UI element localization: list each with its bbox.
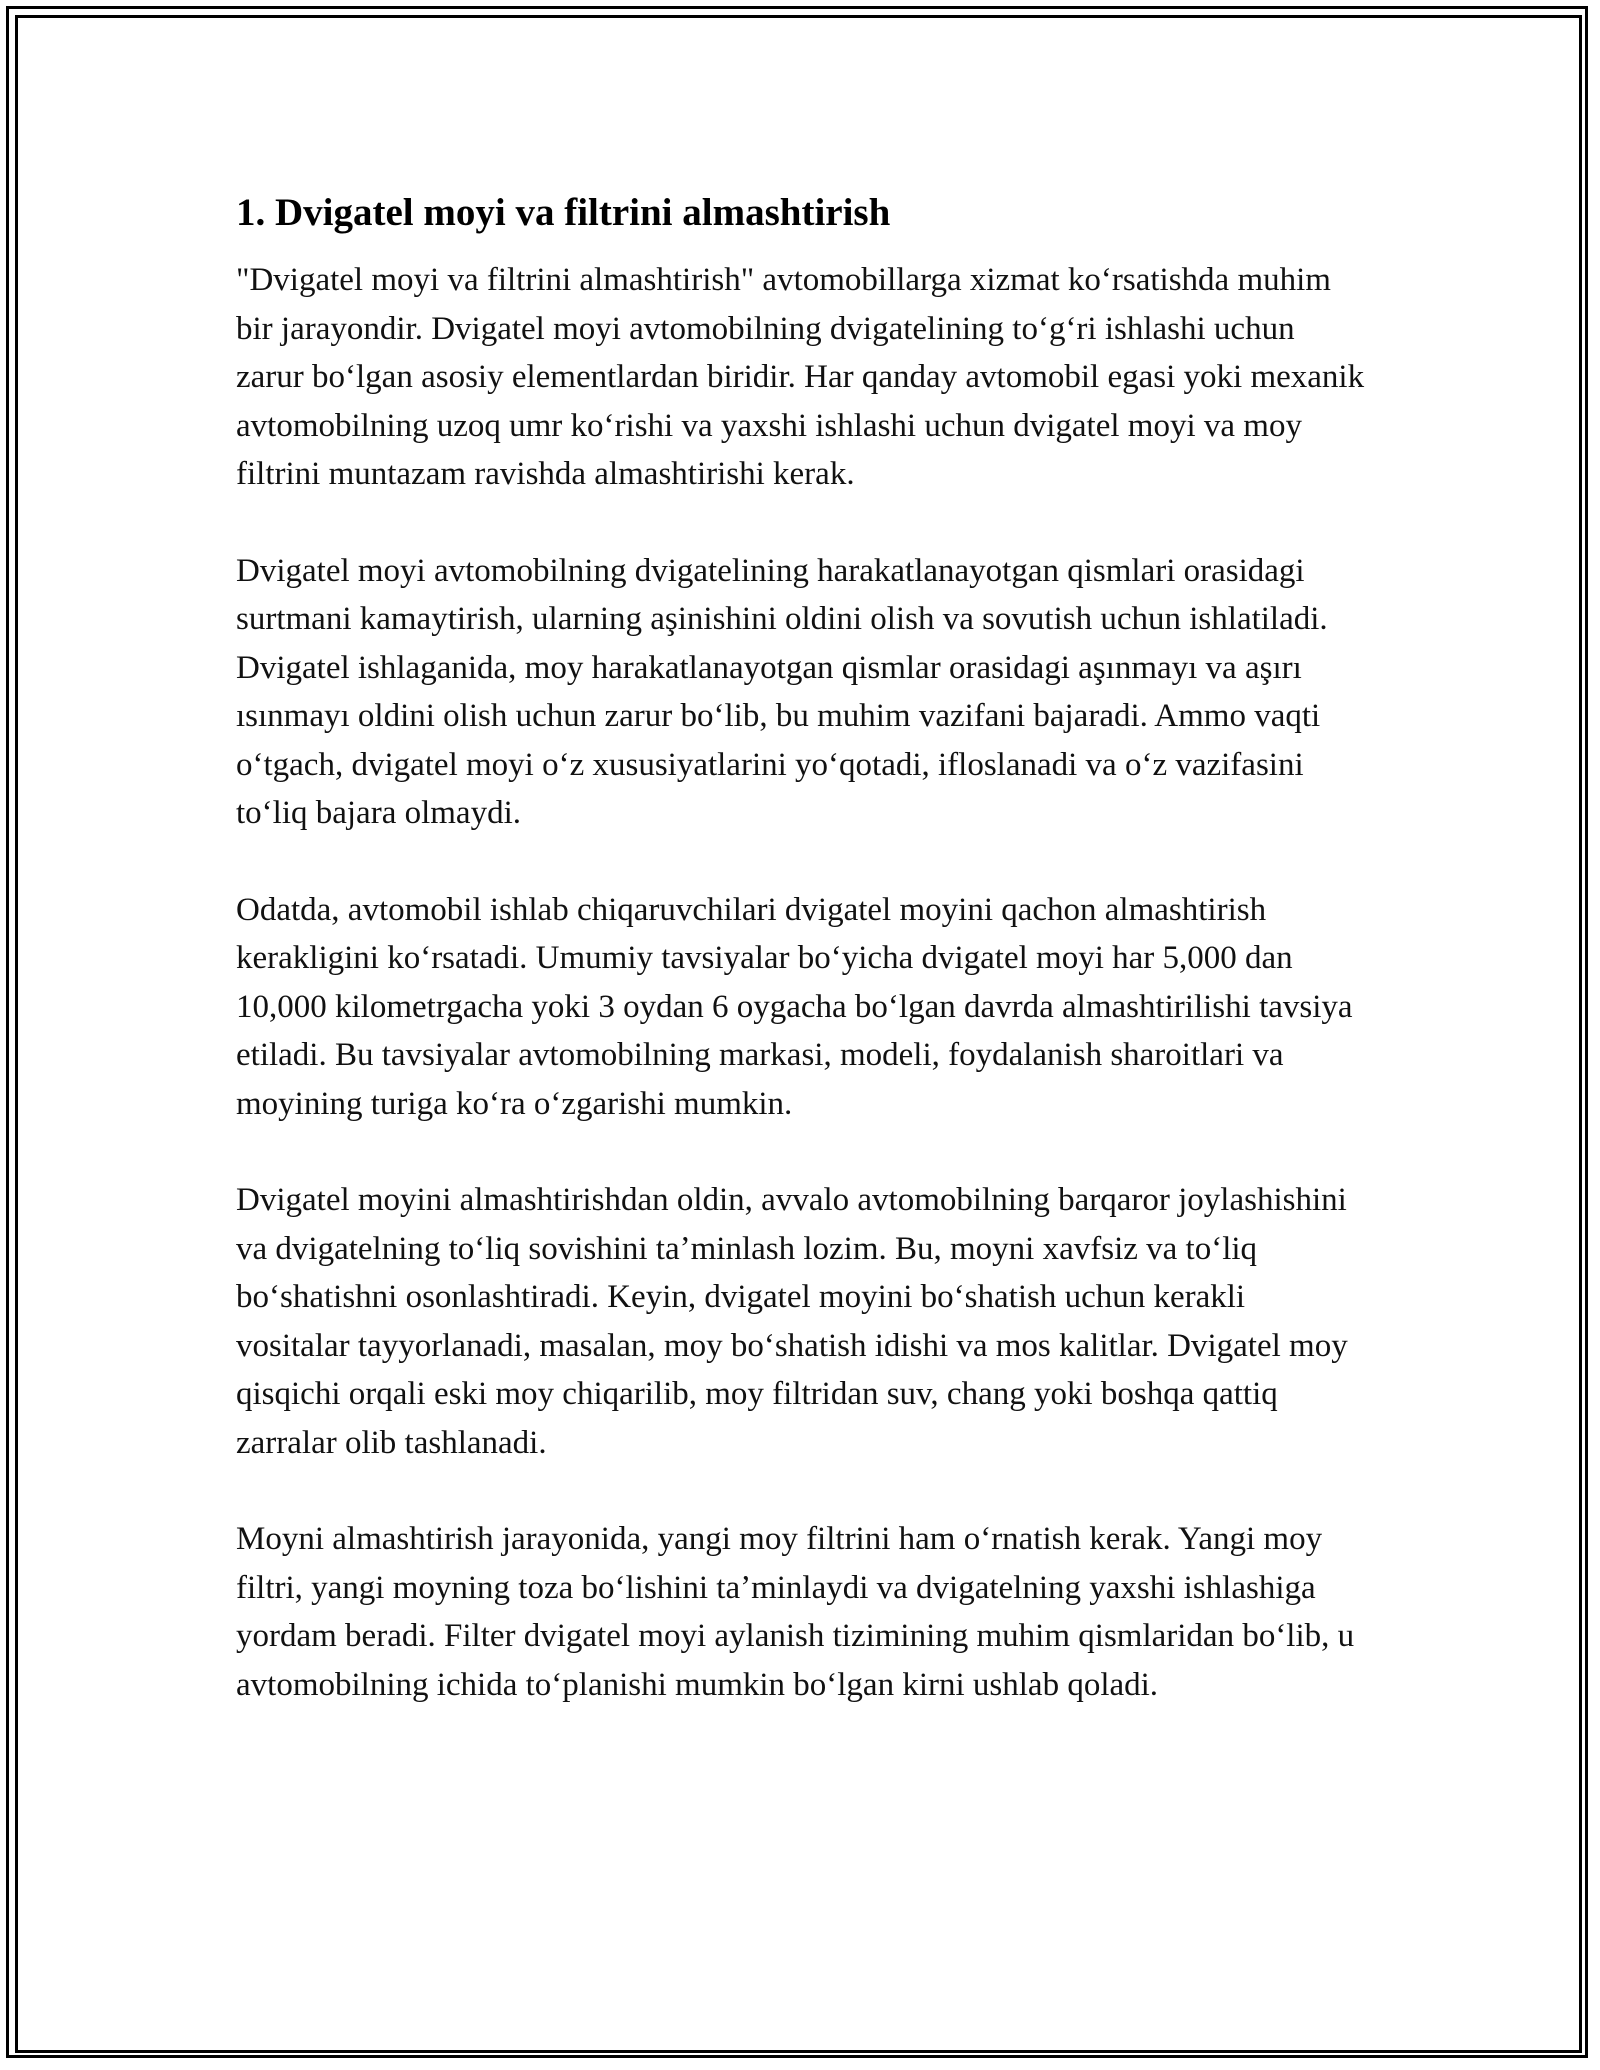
- document-body: [236, 188, 1366, 1757]
- paragraph-3: Odatda, avtomobil ishlab chiqaruvchilari dvigatel moyini qachon almashtirish kerakligini koʻrsatadi. Umumiy tavsiyalar boʻyicha dvigatel moyi har 5,000 dan 10,000 kilometrgacha yoki 3 oydan 6 oygacha boʻlgan davrda almashtirilishi tavsiya etiladi. Bu tavsiyalar avtomobilning markasi, modeli, foydalanish sharoitlari va moyining turiga koʻra oʻzgarishi mumkin.: [236, 891, 1353, 1122]
- paragraph-5: Moyni almashtirish jarayonida, yangi moy filtrini ham oʻrnatish kerak. Yangi moy filtri, yangi moyning toza boʻlishini taʼminlaydi va dvigatelning yaxshi ishlashiga yordam beradi. Filter dvigatel moyi aylanish tizimining muhim qismlaridan boʻlib, u avtomobilning ichida toʻplanishi mumkin boʻlgan kirni ushlab qoladi.: [236, 1521, 1355, 1703]
- paragraph-1: "Dvigatel moyi va filtrini almashtirish" avtomobillarga xizmat koʻrsatishda muhim bir jarayondir. Dvigatel moyi avtomobilning dvigatelining toʻgʻri ishlashi uchun zarur boʻlgan asosiy elementlardan biridir. Har qanday avtomobil egasi yoki mexanik avtomobilning uzoq umr koʻrishi va yaxshi ishlashi uchun dvigatel moyi va moy filtrini muntazam ravishda almashtirishi kerak.: [236, 262, 1365, 492]
- paragraph-2: Dvigatel moyi avtomobilning dvigatelining harakatlanayotgan qismlari orasidagi surtmani kamaytirish, ularning aşinishini oldini olish va sovutish uchun ishlatiladi. Dvigatel ishlaganida, moy harakatlanayotgan qismlar orasidagi aşınmayı va aşırı ısınmayı oldini olish uchun zarur boʻlib, bu muhim vazifani bajaradi. Ammo vaqti oʻtgach, dvigatel moyi oʻz xususiyatlarini yoʻqotadi, ifloslanadi va oʻz vazifasini toʻliq bajara olmaydi.: [236, 552, 1328, 831]
- paragraph-4: Dvigatel moyini almashtirishdan oldin, avvalo avtomobilning barqaror joylashishini va dvigatelning toʻliq sovishini taʼminlash lozim. Bu, moyni xavfsiz va toʻliq boʻshatishni osonlashtiradi. Keyin, dvigatel moyini boʻshatish uchun kerakli vositalar tayyorlanadi, masalan, moy boʻshatish idishi va mos kalitlar. Dvigatel moy qisqichi orqali eski moy chiqarilib, moy filtridan suv, chang yoki boshqa qattiq zarralar olib tashlanadi.: [236, 1182, 1348, 1461]
- section-heading: 1. Dvigatel moyi va filtrini almashtirish: [236, 191, 891, 234]
